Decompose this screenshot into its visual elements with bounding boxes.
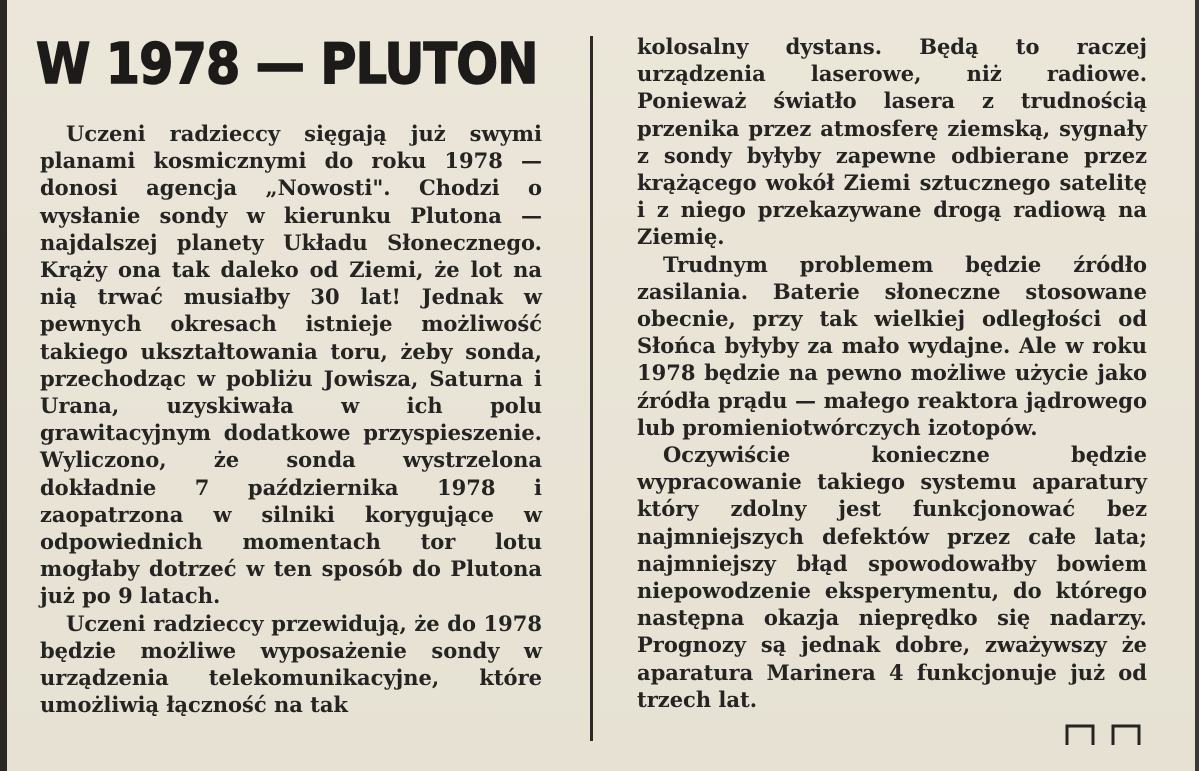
paragraph-1: Uczeni radzieccy sięgają już swymi planami kosmicznymi do roku 1978 — donosi agencja „Nowosti". Chodzi o wysłanie sondy w kierunku Plutona — najdalszej planety Układu Słonecznego. Krąży ona tak daleko od Ziemi, że lot na nią trwać musiałby 30 lat! Jednak w pewnych okresach istnieje możliwość takiego ukształtowania toru, żeby sonda, przechodząc w pobliżu Jowisza, Saturna i Urana, uzyskiwała w ich polu grawitacyjnym dodatkowe przyspieszenie. Wyliczono, że sonda wystrzelona dokładnie 7 października 1978 i zaopatrzona w silniki korygujące w odpowiednich momentach tor lotu mogłaby dotrzeć w ten sposób do Plutona już po 9 latach. [40, 121, 542, 609]
right-column [637, 33, 1147, 713]
column-divider [590, 36, 593, 741]
left-column [40, 120, 542, 718]
paragraph-3: Trudnym problemem będzie źródło zasilania. Baterie słoneczne stosowane obecnie, przy tak wielkiej odległości od Słońca byłyby za mało wydajne. Ale w roku 1978 będzie na pewno możliwe użycie jako źródła prądu — małego reaktora jądrowego lub promieniotwórczych izotopów. [637, 251, 1147, 440]
paragraph-2: Uczeni radzieccy przewidują, że do 1978 będzie możliwe wyposażenie sondy w urządzenia telekomunikacyjne, które umożliwią łączność na tak [40, 610, 542, 718]
scan-edge-left [0, 0, 7, 771]
paragraph-2-continued: kolosalny dystans. Będą to raczej urządzenia laserowe, niż radiowe. Ponieważ światło lasera z trudnością przenika przez atmosferę ziemską, sygnały z sondy byłyby zapewne odbierane przez krążącego wokół Ziemi sztucznego satelitę i z niego przekazywane drogą radiową na Ziemię. [637, 34, 1147, 250]
scan-edge-right [1195, 0, 1199, 771]
end-of-article-mark-icon [1063, 722, 1145, 746]
paragraph-4: Oczywiście konieczne będzie wypracowanie takiego systemu aparatury który zdolny jest funkcjonować bez najmniejszych defektów przez całe lata; najmniejszy błąd spowodowałby bowiem niepowodzenie eksperymentu, do którego następna okazja nieprędko się nadarzy. Prognozy są jednak dobre, zważywszy że aparatura Marinera 4 funkcjonuje już od trzech lat. [637, 442, 1147, 712]
article-headline: W 1978 — PLUTON [36, 32, 538, 97]
